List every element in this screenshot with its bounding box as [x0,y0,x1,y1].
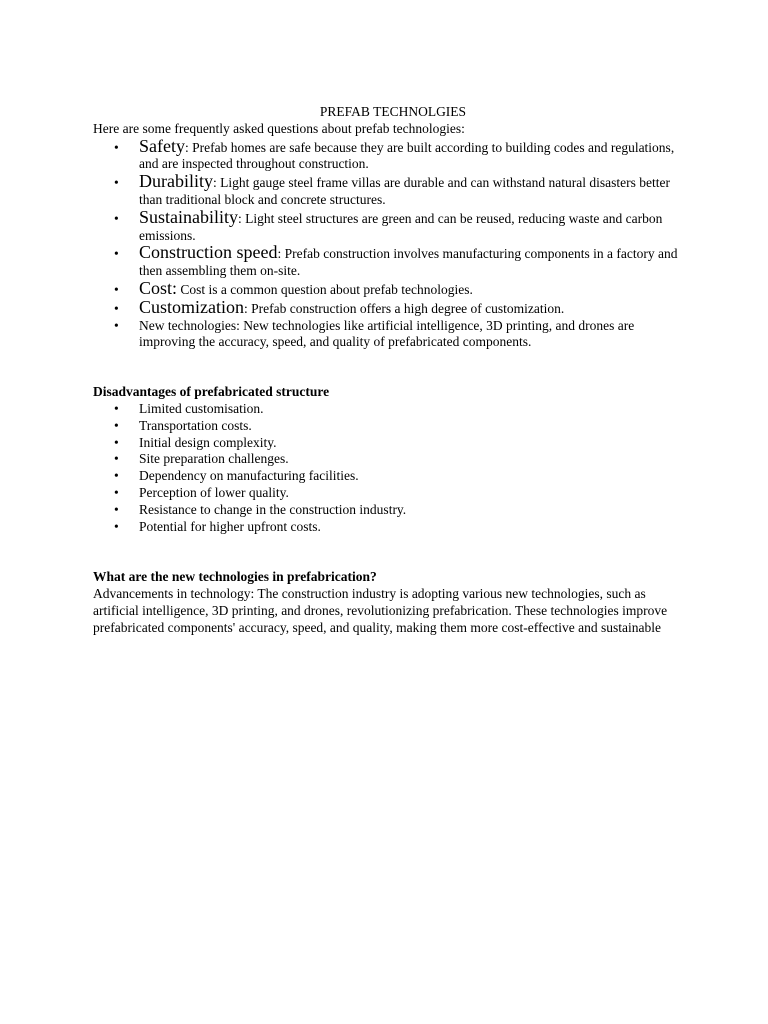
new-tech-paragraph: Advancements in technology: The construction industry is adopting various new technologies, such as artificial intelligence, 3D printing, and drones, revolutionizing prefabrication. These technologies improve prefabricated components' accuracy, speed, and quality, making them more cost-effective and sustainable [93,586,668,635]
list-item-text: Site preparation challenges. [139,451,289,467]
faq-term: Customization [139,296,244,317]
spacer [93,535,683,569]
bullet-icon: • [114,300,119,316]
spacer [93,351,683,384]
faq-item [93,173,683,209]
bullet-icon: • [114,468,119,484]
faq-term: Sustainability [139,206,238,227]
document-title: PREFAB TECHNOLGIES [319,104,467,119]
list-item [93,468,683,485]
list-item [93,418,683,435]
list-item-text: Resistance to change in the construction industry. [139,501,407,517]
list-item-text: Perception of lower quality. [139,484,289,500]
faq-term: Cost: [139,277,178,298]
faq-item [93,318,683,352]
faq-term: Safety [139,135,185,156]
faq-list [93,135,683,352]
list-item [93,451,683,468]
intro-text: Here are some frequently asked questions about prefab technologies: [93,120,465,136]
bullet-icon: • [114,518,119,534]
bullet-icon: • [114,400,119,416]
bullet-icon: • [114,451,119,467]
new-tech-heading: What are the new technologies in prefabrication? [93,569,377,585]
faq-text: : Prefab construction involves manufacturing components in a factory and then assembling them on-site. [139,246,678,279]
list-item [93,435,683,452]
list-item-text: Initial design complexity. [139,434,277,450]
faq-term: Durability [139,171,213,192]
bullet-icon: • [114,484,119,500]
faq-text: : Light gauge steel frame villas are durable and can withstand natural disasters better than traditional block and concrete structures. [139,175,670,207]
bullet-icon: • [114,434,119,450]
faq-item [93,296,683,318]
faq-text: : Prefab homes are safe because they are built according to building codes and regulations, and are inspected throughout construction. [139,139,675,172]
faq-text: : Prefab construction offers a high degree of customization. [244,300,565,316]
faq-item [93,135,683,174]
bullet-icon: • [114,281,119,297]
bullet-icon: • [114,501,119,517]
faq-item [93,206,683,245]
bullet-icon: • [114,246,119,262]
bullet-icon: • [114,210,119,226]
bullet-icon: • [114,139,119,155]
document-page [93,104,683,637]
list-item [93,485,683,502]
list-item [93,519,683,536]
list-item [93,401,683,418]
list-item-text: Dependency on manufacturing facilities. [139,468,359,484]
list-item-text: Potential for higher upfront costs. [139,518,321,534]
bullet-icon: • [114,317,119,333]
bullet-icon: • [114,175,119,191]
list-item [93,502,683,519]
list-item-text: Limited customisation. [139,400,264,416]
disadvantages-list [93,401,683,535]
faq-item [93,244,683,280]
faq-text: New technologies: New technologies like artificial intelligence, 3D printing, and drones are improving the accuracy, speed, and quality of prefabricated components. [139,317,635,350]
list-item-text: Transportation costs. [139,417,252,433]
faq-term: Construction speed [139,242,278,263]
faq-text: : Light steel structures are green and can be reused, reducing waste and carbon emissions. [139,210,663,243]
bullet-icon: • [114,417,119,433]
disadvantages-heading: Disadvantages of prefabricated structure [93,384,330,400]
faq-text: Cost is a common question about prefab technologies. [177,281,473,297]
